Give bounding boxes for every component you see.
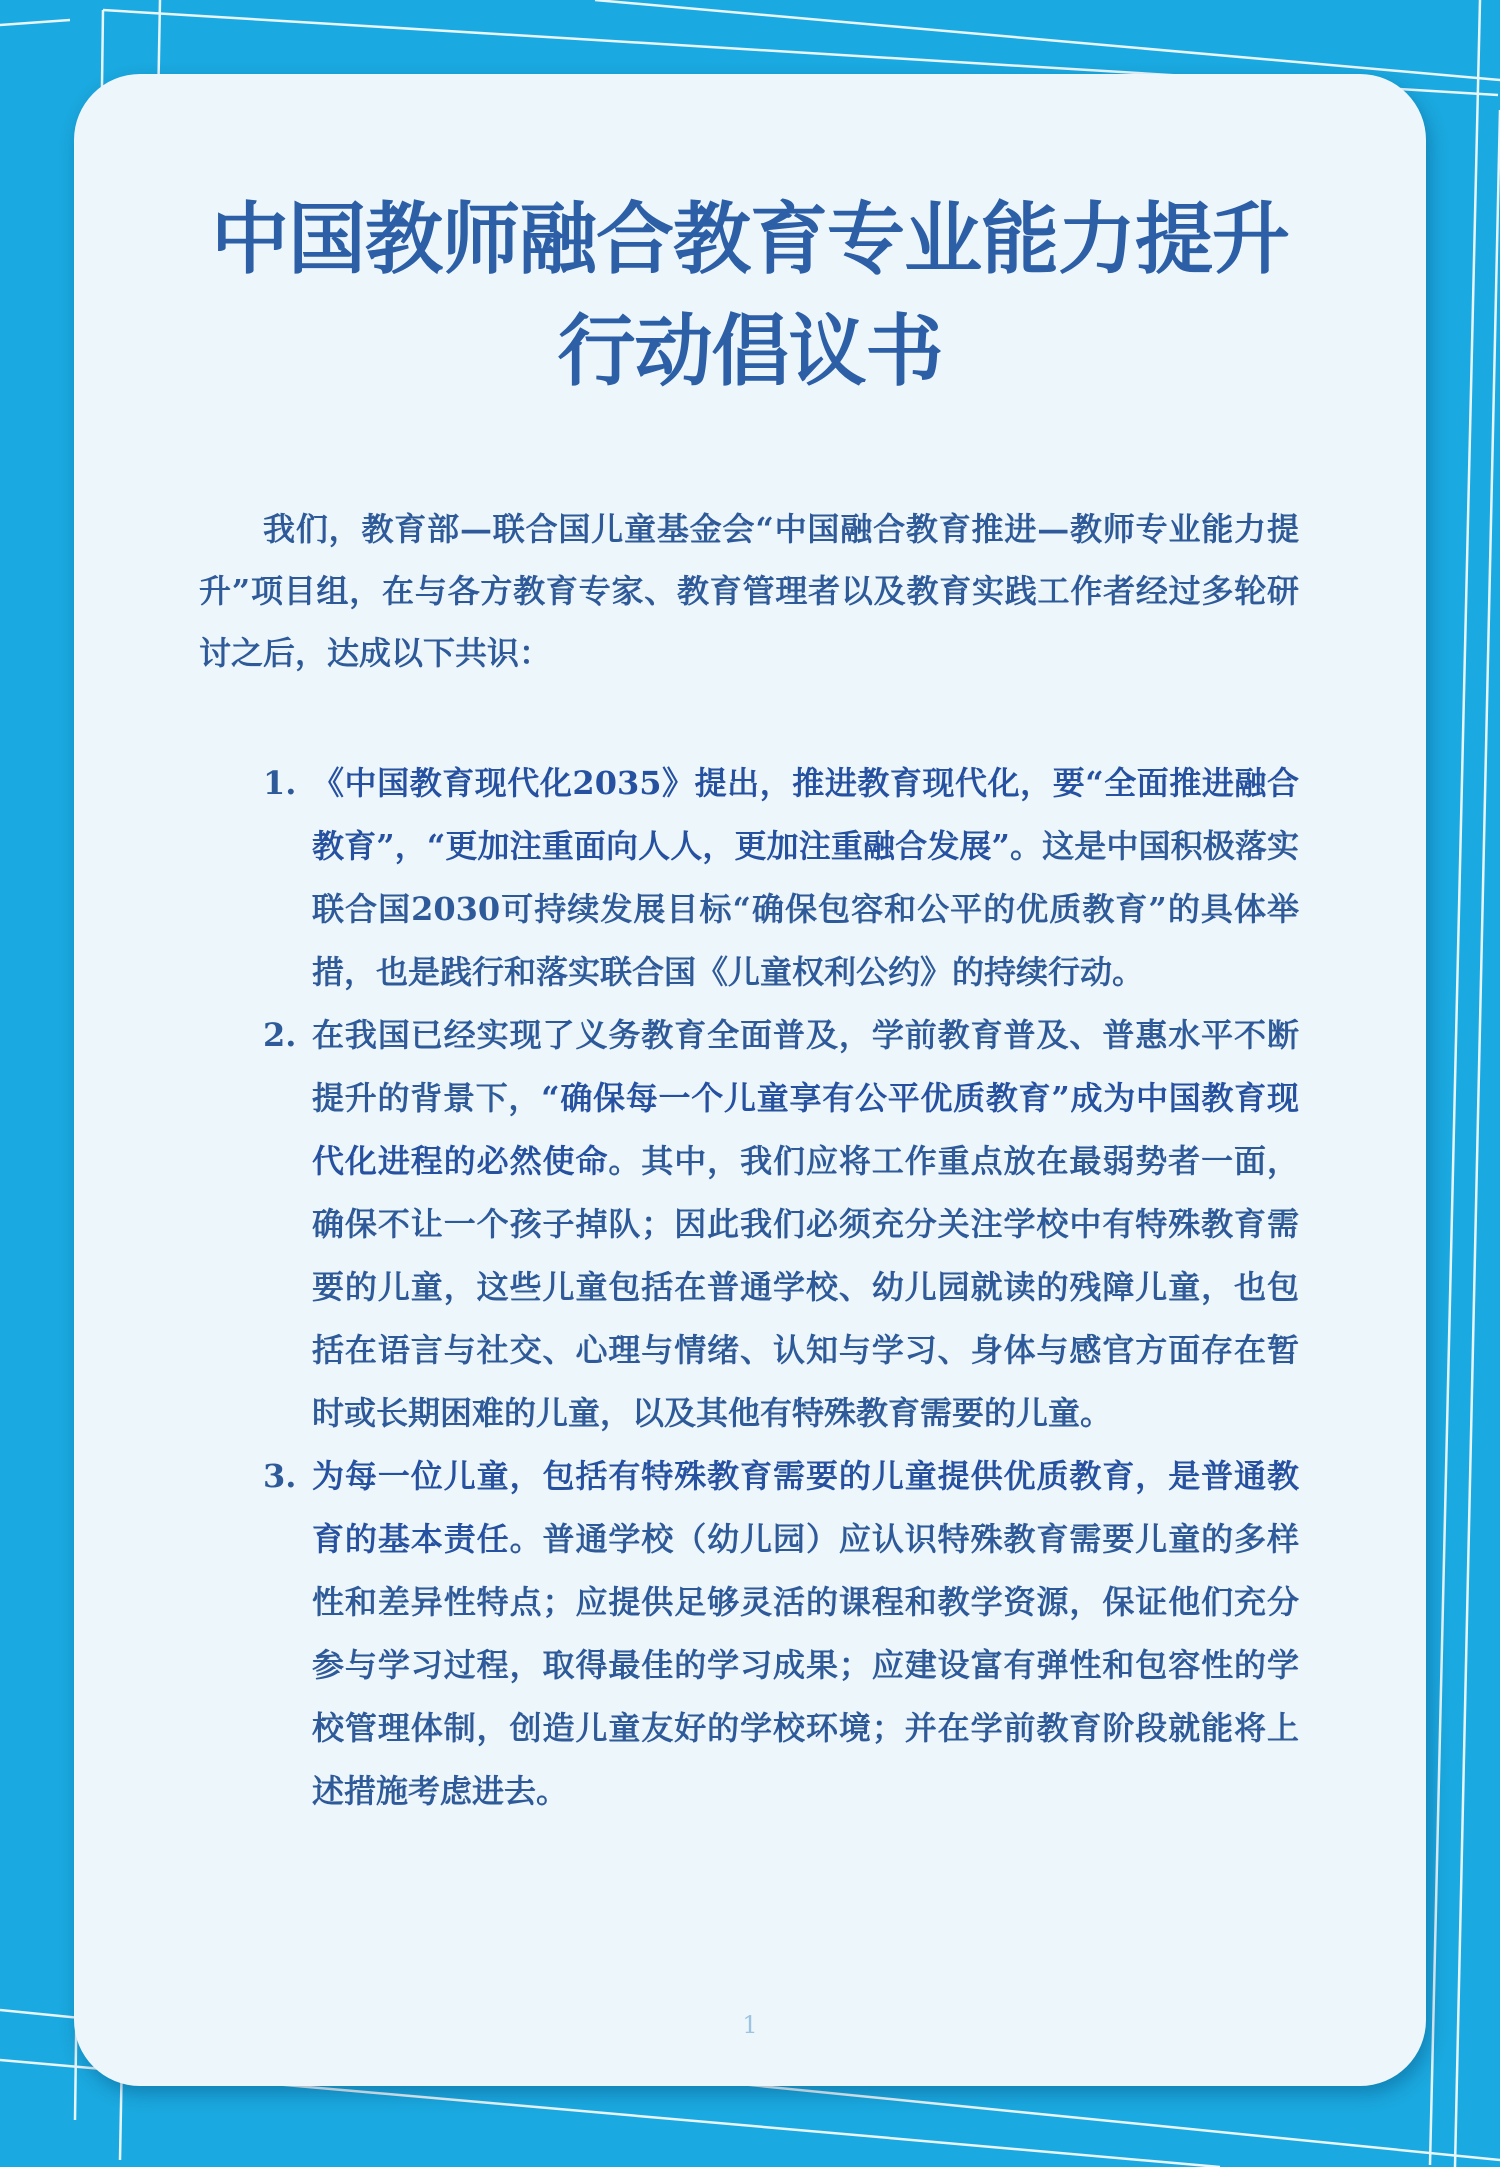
page-number: 1 bbox=[742, 2011, 758, 2039]
document-card bbox=[74, 74, 1426, 2086]
intro-paragraph: 我们，教育部—联合国儿童基金会“中国融合教育推进—教师专业能力提升”项目组，在与各方教育专家、教育管理者以及教育实践工作者经过多轮研讨之后，达成以下共识： bbox=[199, 510, 1299, 672]
item-body: 。普通学校（幼儿园）应认识特殊教育需要儿童的多样性和差异性特点；应提供足够灵活的课程和教学资源，保证他们充分参与学习过程，取得最佳的学习成果；应建设富有弹性和包容性的学校管理体制，创造儿童友好的学校环境；并在学前教育阶段就能将上述措施考虑进去。 bbox=[312, 1520, 1299, 1810]
item-body: 。这是中国积极落实联合国2030可持续发展目标“确保包容和公平的优质教育”的具体举措，也是践行和落实联合国《儿童权利公约》的持续行动。 bbox=[312, 827, 1299, 991]
consensus-list bbox=[199, 752, 1299, 1823]
item-number: 1. bbox=[263, 764, 297, 802]
item-number: 2. bbox=[263, 1016, 297, 1054]
item-emphasis: 《中国教育现代化2035》提出，推进教育现代化，要“全面推进融合教育”，“更加注重面向人人，更加注重融合发展” bbox=[312, 764, 1299, 865]
consensus-item-2 bbox=[199, 1004, 1299, 1445]
item-body: 。其中，我们应将工作重点放在最弱势者一面，确保不让一个孩子掉队；因此我们必须充分关注学校中有特殊教育需要的儿童，这些儿童包括在普通学校、幼儿园就读的残障儿童，也包括在语言与社交、心理与情绪、认知与学习、身体与感官方面存在暂时或长期困难的儿童，以及其他有特殊教育需要的儿童。 bbox=[312, 1142, 1299, 1432]
title-line-2: 行动倡议书 bbox=[557, 307, 943, 397]
title-line-1: 中国教师融合教育专业能力提升 bbox=[210, 195, 1289, 285]
item-emphasis: 为每一位儿童，包括有特殊教育需要的儿童提供优质教育，是普通教育的基本责任 bbox=[312, 1457, 1299, 1558]
consensus-item-3 bbox=[199, 1445, 1299, 1823]
document-title bbox=[74, 184, 1426, 408]
item-number: 3. bbox=[263, 1457, 297, 1495]
item-emphasis: “确保每一个儿童享有公平优质教育”成为中国教育现代化进程的必然使命 bbox=[312, 1079, 1299, 1180]
consensus-item-1 bbox=[199, 752, 1299, 1004]
item-lead: 在我国已经实现了义务教育全面普及，学前教育普及、普惠水平不断提升的背景下， bbox=[312, 1016, 1299, 1117]
